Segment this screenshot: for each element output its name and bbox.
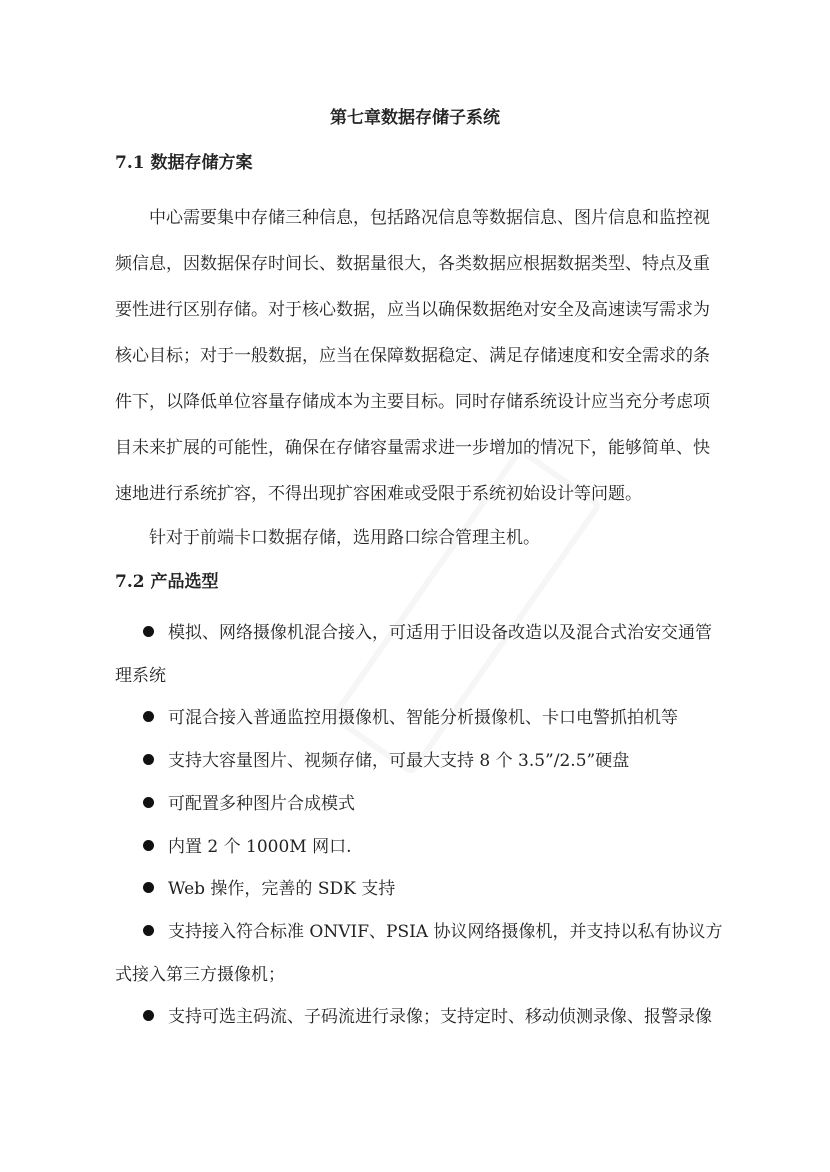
list-item-text: 可配置多种图片合成模式 [168,793,355,814]
section-heading-7-1: 7.1 数据存储方案 [115,153,253,173]
chapter-title: 第七章数据存储子系统 [330,108,500,128]
bullet-icon [143,882,154,893]
list-item-text: 理系统 [115,665,166,686]
list-item [115,911,723,996]
list-item [115,783,715,826]
paragraph-line: 目未来扩展的可能性，确保在存储容量需求进一步增加的情况下，能够简单、快 [115,438,710,458]
paragraph-line: 速地进行系统扩容，不得出现扩容困难或受限于系统初始设计等问题。 [115,484,642,504]
paragraph-line: 频信息，因数据保存时间长、数据量很大，各类数据应根据数据类型、特点及重 [115,254,710,274]
list-item [115,697,715,740]
list-item [115,826,715,869]
bullet-icon [143,797,154,808]
paragraph-line: 针对于前端卡口数据存储，选用路口综合管理主机。 [149,528,540,548]
bullet-icon [143,754,154,765]
list-item [115,996,715,1039]
list-item-text: 内置 2 个 1000M 网口. [168,836,352,857]
list-item-text: 支持大容量图片、视频存储，可最大支持 8 个 3.5”/2.5”硬盘 [168,751,630,772]
list-item [115,740,715,783]
bullet-icon [143,925,154,936]
list-item [115,612,715,697]
paragraph-line: 要性进行区别存储。对于核心数据，应当以确保数据绝对安全及高速读写需求为 [115,300,710,320]
list-item-text: 支持可选主码流、子码流进行录像；支持定时、移动侦测录像、报警录像 [168,1007,712,1028]
paragraph-line: 中心需要集中存储三种信息，包括路况信息等数据信息、图片信息和监控视 [149,208,710,228]
list-item-text: 支持接入符合标准 ONVIF、PSIA 协议网络摄像机，并支持以私有协议方 [168,921,723,942]
feature-list [115,612,723,1039]
list-item-text: Web 操作，完善的 SDK 支持 [168,879,396,900]
bullet-icon [143,1010,154,1021]
bullet-icon [143,840,154,851]
list-item [115,868,715,911]
paragraph-line: 核心目标；对于一般数据，应当在保障数据稳定、满足存储速度和安全需求的条 [115,346,710,366]
bullet-icon [143,626,154,637]
paragraph-storage-plan [115,195,715,517]
paragraph-line: 件下，以降低单位容量存储成本为主要目标。同时存储系统设计应当充分考虑项 [115,392,710,412]
list-item-text: 可混合接入普通监控用摄像机、智能分析摄像机、卡口电警抓拍机等 [168,708,678,729]
list-item-text: 式接入第三方摄像机； [115,964,285,985]
list-item-text: 模拟、网络摄像机混合接入，可适用于旧设备改造以及混合式治安交通管 [168,623,712,643]
bullet-icon [143,711,154,722]
paragraph-frontend-storage [115,523,715,553]
section-heading-7-2: 7.2 产品选型 [115,572,219,592]
